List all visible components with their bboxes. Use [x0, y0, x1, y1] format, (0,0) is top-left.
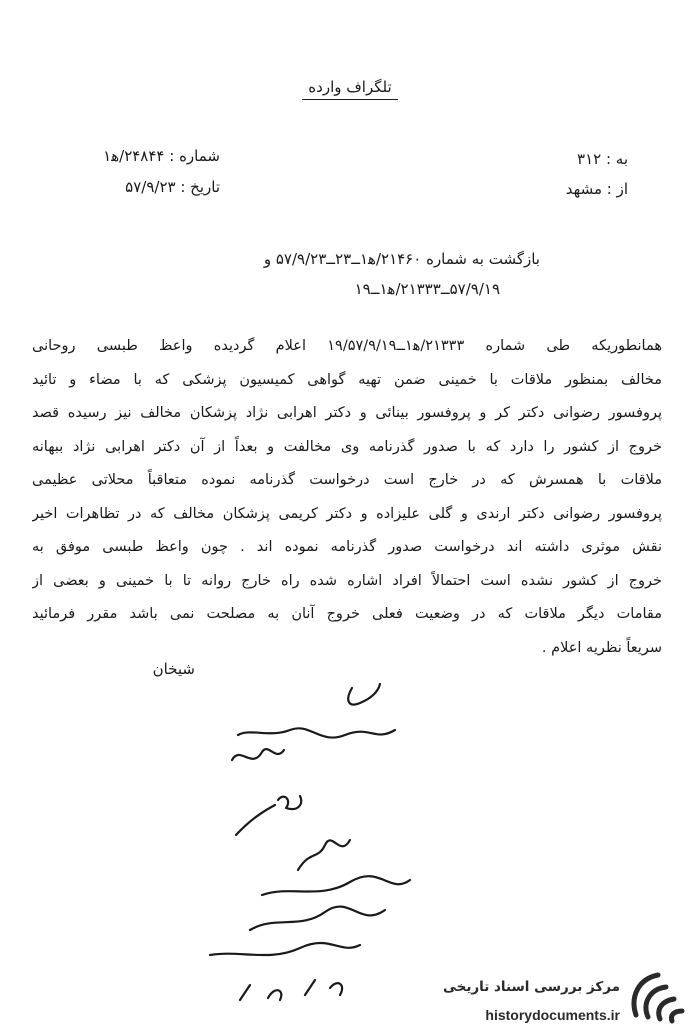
body-line: همانطوریکه طی شماره ۲۱۳۳۳/ه‍۱ــ۱۹/۵۷/۹/۱۹ اعلام گردیده واعظ طبسی روحانی	[32, 338, 662, 354]
recipient-line: به : ۳۱۲	[577, 150, 628, 168]
handwriting-stroke	[262, 876, 410, 895]
signature-name: شیخان	[152, 660, 195, 678]
reference-line-2: ۵۷/۹/۱۹ــ۲۱۳۳۳/ه‍۱ــ۱۹	[354, 280, 500, 298]
body-line: نقش موثری داشته اند درخواست صدور گذرنامه نموده اند . چون واعظ طبسی موفق به	[32, 539, 662, 555]
handwriting-stroke	[210, 943, 360, 955]
handwriting-stroke	[236, 805, 275, 835]
handwriting-stroke	[278, 796, 301, 809]
body-line: سریعاً نظریه اعلام .	[541, 639, 662, 656]
body-line: پروفسور رضوانی دکتر کر و پروفسور بینائی و دکتر اهرابی نژاد پزشکان مخالف نیز رسیده قصد	[32, 405, 662, 421]
handwriting-stroke	[232, 749, 284, 760]
body-line: پروفسور رضوانی دکتر ارندی و گلی علیزاده و دکتر کریمی پزشکان مخالف که در تظاهرات اخیر	[32, 505, 662, 522]
sender-line: از : مشهد	[565, 180, 628, 198]
body-line: خروج از کشور را دارد که با صدور گذرنامه وی مخالفت و بعداً از آن دکتر اهرابی نژاد ببهانه	[32, 438, 662, 455]
body-line: مخالف بمنظور ملاقات با خمینی ضمن تهیه گواهی کمیسیون پزشکی که با مضاء و تائید	[32, 371, 662, 388]
archive-name: مرکز بررسی اسناد تاریخی	[442, 979, 620, 995]
date-line: تاریخ : ۵۷/۹/۲۳	[125, 178, 220, 196]
handwriting-stroke	[298, 840, 350, 870]
body-line: مقامات دیگر ملاقات که در وضعیت فعلی خروج آنان به مصلحت نمی باشد مقرر فرمائید	[32, 606, 662, 622]
body-line: ملاقات با همسرش که در خارج است درخواست گذرنامه نموده متعاقباً محلاتی عظیمی	[32, 472, 662, 488]
reference-line-1: بازگشت به شماره ۲۱۴۶۰/ه‍۱ــ۲۳ــ۵۷/۹/۲۳ و	[263, 250, 540, 268]
body-line: خروج از کشور نشده است احتمالاً افراد اشاره شده راه خارج روانه تا با خمینی و بعضی از	[32, 572, 662, 589]
handwriting-stroke	[238, 728, 395, 737]
archive-url: historydocuments.ir	[485, 1007, 620, 1023]
handwriting-stroke	[240, 980, 342, 1000]
number-line: شماره : ۲۴۸۴۴/ه‍۱	[103, 147, 220, 165]
document-title: تلگراف وارده	[0, 78, 700, 96]
archive-logo-icon	[626, 967, 690, 1025]
handwriting-stroke	[250, 907, 385, 930]
handwriting-stroke	[348, 684, 380, 705]
